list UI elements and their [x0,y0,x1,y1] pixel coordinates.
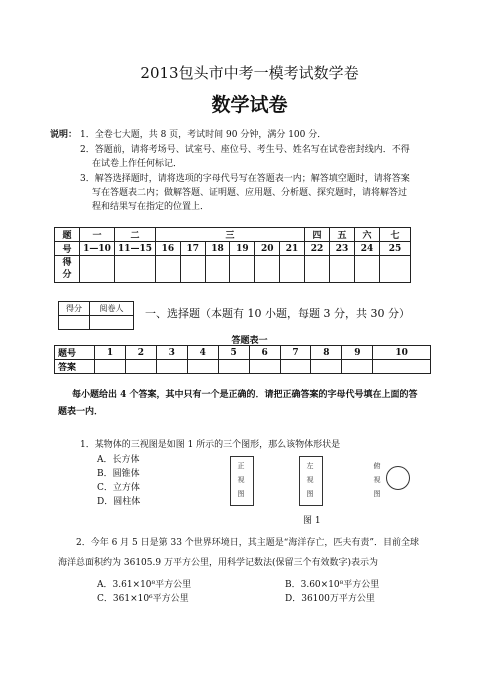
question-number: 3 [156,346,187,360]
instruction-2b: 在试卷上作任何标记． [92,159,183,169]
answer-cell[interactable] [249,360,280,374]
score-input-cell[interactable] [280,256,305,283]
score-input-cell[interactable] [230,256,255,283]
score-table-cell: 18 [205,242,230,256]
front-view-char: 视 [237,476,245,484]
answer-cell[interactable] [95,360,126,374]
grader-score-label: 得分 [59,302,90,316]
score-row-label [55,256,80,283]
score-table-cell: 11—15 [115,242,156,256]
q1-option-b: B．圆锥体 [97,469,140,479]
q1-option-a: A．长方体 [97,455,140,465]
score-table-cell: 四 [305,228,330,242]
figure-1-caption: 图 1 [303,516,321,526]
q2-option-d: D．36100万平方公里 [285,594,375,604]
q2-stem-b: 海洋总面积约为 36105.9 万平方公里，用科学记数法(保留三个有效数字)表示为 [58,558,378,568]
score-input-cell[interactable] [355,256,380,283]
answer-cell[interactable] [156,360,187,374]
answer-table-answer-label: 答案 [55,360,95,374]
score-input-cell[interactable] [330,256,355,283]
score-table-cell: 24 [355,242,380,256]
section-1-heading: 一、选择题（本题有 10 小题，每题 3 分，共 30 分） [145,307,410,320]
score-table-cell: 二 [115,228,156,242]
question-number: 7 [280,346,311,360]
score-table-cell: 六 [355,228,380,242]
instructions-label: 说明： [50,130,78,140]
q1-option-d: D．圆柱体 [97,497,141,507]
exam-title: 2013包头市中考一模考试数学卷 [140,64,359,82]
score-input-cell[interactable] [80,256,115,283]
score-input-cell[interactable] [180,256,205,283]
question-number: 9 [342,346,373,360]
front-view-char: 正 [237,462,245,470]
answer-cell[interactable] [218,360,249,374]
q2-stem-a: 2．今年 6 月 5 日是第 33 个世界环境日，其主题是“海洋存亡，匹夫有责”．目前全球 [76,538,419,548]
q1-stem: 1．某物体的三视图是如图 1 所示的三个图形，那么该物体形状是 [80,440,341,450]
answer-cell[interactable] [342,360,373,374]
question-number: 2 [125,346,156,360]
top-view-circle [386,466,410,490]
score-table-cell: 25 [380,242,411,256]
instruction-3a: 3．解答选择题时，请将选项的字母代号写在答题表一内；解答填空题时，请将答案 [80,174,410,184]
answer-table-row-label: 题号 [55,346,95,360]
section-1-instruction-a: 每小题给出 4 个答案，其中只有一个是正确的．请把正确答案的字母代号填在上面的答 [72,390,418,400]
q2-option-c: C．361×10⁶平方公里 [97,594,189,604]
instruction-2a: 2．答题前，请将考场号、试室号、座位号、考生号、姓名写在试卷密封线内．不得 [80,145,410,155]
instruction-3b: 写在答题表二内；做解答题、证明题、应用题、分析题、探究题时，请将解答过 [92,188,408,198]
question-number: 1 [95,346,126,360]
answer-cell[interactable] [125,360,156,374]
score-input-cell[interactable] [115,256,156,283]
answer-table [54,345,431,374]
score-input-cell[interactable] [255,256,280,283]
grader-box [58,301,134,330]
instruction-1: 1．全卷七大题，共 8 页，考试时间 90 分钟，满分 100 分． [80,130,327,140]
score-table-cell: 16 [156,242,181,256]
q2-option-a: A．3.61×10⁸平方公里 [97,580,192,590]
score-label-b: 分 [62,270,72,280]
answer-cell[interactable] [373,360,431,374]
score-table-cell: 三 [156,228,305,242]
answer-cell[interactable] [280,360,311,374]
instruction-3c: 程和结果写在指定的位置上． [92,202,210,212]
left-view-char: 左 [306,462,314,470]
left-view-char: 视 [306,476,314,484]
section-1-instruction-b: 题表一内． [58,407,104,417]
score-input-cell[interactable] [380,256,411,283]
left-view-char: 图 [306,490,314,498]
score-table-cell: 七 [380,228,411,242]
score-table-cell: 题 [55,228,80,242]
score-table-cell: 1—10 [80,242,115,256]
score-table-cell: 17 [180,242,205,256]
front-view-char: 图 [237,490,245,498]
score-input-cell[interactable] [305,256,330,283]
question-number: 10 [373,346,431,360]
score-table-cell: 19 [230,242,255,256]
score-table-cell: 23 [330,242,355,256]
question-number: 8 [311,346,342,360]
answer-table-title: 答题表一 [231,336,268,346]
score-input-cell[interactable] [205,256,230,283]
top-view-char: 图 [373,490,381,498]
score-table-cell: 22 [305,242,330,256]
grader-score-cell[interactable] [59,316,90,330]
exam-subtitle: 数学试卷 [211,94,288,116]
top-view-char: 视 [373,476,381,484]
score-label-a: 得 [62,258,72,268]
score-table-cell: 号 [55,242,80,256]
score-table-cell: 一 [80,228,115,242]
answer-cell[interactable] [187,360,218,374]
score-table-cell: 21 [280,242,305,256]
score-table [54,227,411,283]
question-number: 6 [249,346,280,360]
score-table-cell: 20 [255,242,280,256]
grader-reviewer-label: 阅卷人 [90,302,134,316]
grader-reviewer-cell[interactable] [90,316,134,330]
question-number: 5 [218,346,249,360]
answer-cell[interactable] [311,360,342,374]
score-input-cell[interactable] [156,256,181,283]
question-number: 4 [187,346,218,360]
q2-option-b: B．3.60×10⁸平方公里 [285,580,380,590]
score-table-cell: 五 [330,228,355,242]
top-view-char: 俯 [373,462,381,470]
q1-option-c: C．立方体 [97,483,140,493]
